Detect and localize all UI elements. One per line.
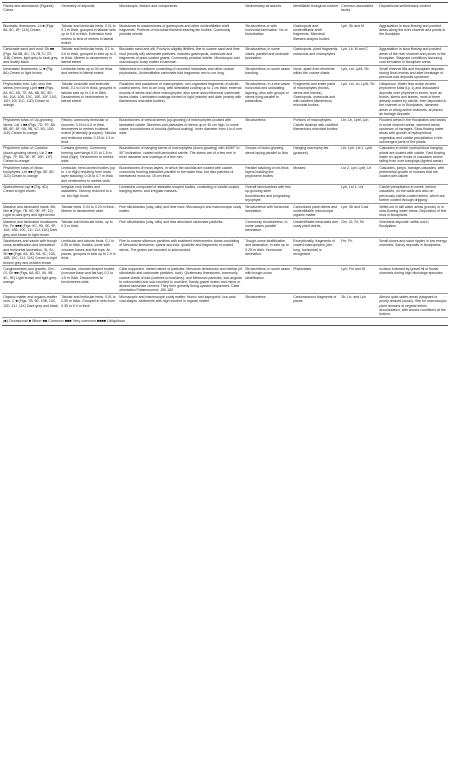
cell-structures: Structureless; in some cases banding. [244,66,292,81]
cell-structures: Structureless with horizontal lamination. [244,203,292,218]
cell-microscopic: Boundstones of vertical stems (up-growing) of macrophytes (coated with laminated calcite. Bunches and palisades of stems up to 40 cm high. In some cases, boundstones of moulds (without coating). Inner diameter from 4 to 6 mm wide. [118,117,244,145]
cell-microscopic: Microscopic and macroscopic coaly matter. Humic and sapropelic, low-rank coal stages, sediments with high content in organic matter [118,294,244,318]
cell-associated: Lph, Lst, Lb, Lphf, Sb [340,81,378,118]
cell-facies: Carbonate sand and mud. Sb ■■ (Figs. 6A 6B, 6C; 7A,7B,7C,7D; 11B) Cream, light grey to dark grey and locally black [2,46,60,65]
cell-facies: Massive and laminated marls. Mh, Mm ■ (Figs. 7B, 9D, 9E, 9F; 10) Light to dark grey and light brown [2,203,60,218]
cell-structures: Structureless. In a few cases horizontal and undulating layering, also with groups of stems lying parallel to palaeoflow. [244,81,292,118]
cell-biological: Hanging macrophy-tes (grasses) [292,145,340,164]
cell-biological: Fragments and entire parts of macrophytes (trunks, stems and leaves). Gastropods, ostracods and with calcified filamentous microbial bodies. [292,81,340,118]
cell-associated: Fm, Fh [340,238,378,266]
cell-associated: Lph, Fm and St [340,266,378,294]
cell-associated: Lbr, Lph, Lst 1, Lphf [340,145,378,164]
facies-table [2,2,448,318]
cell-facies: Sandstones and sands with trough cross-stratification and lamination and horizontal lamination. St, Sr, Sh ■■ (Figs. 6A, 6D, 9A, 9C; 10A, 10B, 10C; 11J, 11K) Cream to light brown/ grey and reddish brown [2,238,60,266]
facies-table-page [2,2,448,326]
cell-context: Small dunes and sand ripples in low energy channels. Sandy deposits in floodplains [378,238,448,266]
cell-associated: Lst 2, Lph, Lphf, Lb [340,165,378,184]
cell-context: Incision followed by gravel fill of fluvial channels during high discharge episodes [378,266,448,294]
table-row [2,23,448,47]
cell-structures: Structureless; in some cases, parallel and undulate lamination. [244,46,292,65]
cell-associated: Lph, Lb, M and C [340,46,378,65]
cell-context: Almost quiet-water areas (stagnant or poorly drained ponds). Site for macroscopic plant remains of vegetal debris accumulation, with anoxia conditions at the bottom. [379,294,447,317]
table-header-row [2,3,448,23]
cell-microscopic: Fine siliciclastics (clay, silts) and lime mud. Microscopic and macroscopic coaly matter [118,203,244,218]
table-row [2,145,448,164]
cell-associated: Lph, Sb and M [340,23,378,47]
cell-geometry: Curtains (prisms). Commonly forming overhangs 0.01 to 1.5 m thick (high). Decimetres to metres wide. [60,145,118,164]
cell-geometry: Tabular beds, 0.04 to 0.20 m thick. Metres to decametres wide. [60,203,118,218]
header-context: Depositional sedimentary context [378,3,448,23]
cell-geometry: Tabular and lenticular beds, up to 0.3 m thick. [60,219,118,238]
cell-context: Cascades in which hydrophilous hanging plants are coated with calcite. Fast-flowing water on upper fronts of cascades and/or falling from over-hangings (lighted areas) [378,145,448,164]
cell-biological [292,184,340,203]
cell-structures: Overall structureless with few up-growing stem boundstones and prograding bryophyte. [245,185,291,203]
table-row [2,117,448,145]
cell-context: Calcite precipitation in caves, behind cascades, on the walls and also on previously calcite-coated stems, which are further coated through dripping [378,184,448,203]
cell-associated: Sb, Lb, and Lph [340,294,378,318]
cell-facies: Organic-matter and organic-matter mud. C ■ (Figs. 7B; 9E; 10B, 10C, 10D, 11J, 11K) Dark grey and black [2,294,60,318]
cell-facies: Massive and laminated mudstones. Fm, Fh ■■■ (Figs. 9C, 9D, 9E, 9F, 10A, 10B, 10C, 11I, 11J, 11K) Dark grey and brown to light brown [3,219,59,237]
header-associated: Common associated facies [340,3,378,23]
cell-context: Small channel fills and floodplain deposits during flood events and after breakage of previous tufa deposits upstream [378,66,448,81]
cell-microscopic: Clast supported. Varied nature of particles: Mesozoic limestones and detrital (of siliciclastic and carbonate particles, rock). Quaternary limestones, commonly coarse clasts of tufa (cobbles to boulders), and Mesozoic particles, sub-angular to subrounded and sub-rounded to rounded. Sandy-gravel matrix and minor or absent carbonate cement. They form gravelly fining-upward sequences. Clast orientation Palaeocurrent: 150-180 [119,266,243,293]
cell-context: Settle-out in still water areas (ponds) or in slow-flowing water areas. Deposition of fine mud in floodplains [379,204,447,218]
cell-geometry: Irregular rock bodies and stalactites. Outcrop reduced to a ca. 6m high block. [60,184,118,203]
cell-microscopic: Fine siliciclastics (clay, silts) and less abundant carbonate particles. [118,219,244,238]
cell-associated: Lph, Lst, Lphf, Sb [340,66,378,81]
table-row [2,203,448,218]
table-row [2,81,448,118]
cell-structures: Structureless [244,117,292,145]
cell-context: Aggradation in slow flowing and ponded areas along the river channel and ponds in the floodplain [378,23,448,47]
cell-facies: Phytoherm tufas of: Up-growing stems. Lst 1 ■■ (Figs. 7D, 7E; 8A, 8B, 8E, 8F; 9A, 9B, 9C, 9D; 10D; 11E) Cream to orange [2,117,60,145]
table-row [2,46,448,65]
cell-geometry: Tabular and lenticular beds, 0.01 to 0.05 m thick. Grouped in sets from 0.35 to 0.4 m thick [60,294,118,318]
cell-microscopic: Boundstones of moss layers, in which the caulidia are coated with calcite, commonly forming palisades parallel to the water flow, but also patches of intertwined moss ca. 15 cm thick. [118,165,244,184]
cell-microscopic: Limestone composed of stalactite-shaped bodies, consisting of calcite-coated hanging stems, and irregular masses. [118,184,244,203]
cell-structures: Structureless, in some cases with trough-cross stratification [244,266,292,294]
cell-structures: Structureless [244,294,292,318]
cell-biological: Unidentifiable intraclasts and coaly plant debris. [292,219,340,238]
cell-biological: Gastropods, plant fragments, ostracods and charophytes [292,46,340,65]
cell-biological: Phytoclasts [292,266,340,294]
table-row [2,184,448,203]
cell-context: Cascades, jumps, barrage-cascades, with preferential growth of mosses that are coated with calcite [378,165,448,184]
cell-biological: Gastropods and unidentifiable shell fragments. Microbial filament-shaped bodies [292,23,340,47]
cell-geometry: Lenticular beds up to 30 cm thick and metres in lateral extent [60,66,118,81]
cell-associated: Lph, Lst 1, Lbr. [340,184,378,203]
cell-biological: Carbonaceous fragments of plants [292,294,340,318]
cell-facies: Phytoherm tufas of: Moss bryophytes. Lbr ■■ (Figs. 6E, 8E; 11G) Cream to orange [2,165,60,184]
cell-facies: Intraclastic limestones. Li ■ (Fig. 8A) Cream to light brown [2,66,60,81]
cell-facies: Bioclastic limestones. Lb ■ (Figs. 8A, 8C, 8F; 11A) Cream [2,23,60,47]
cell-associated: Gm, Gt, St, Sh [340,219,378,238]
header-biological: Identifiable biological content [292,3,340,23]
cell-context: Ubiquitous. Water flow action erodes phytoherm tufas (Lp 1) and associated deposits over phytoherm zones, such as trunks, stems and leaves, most of them already coated by calcite, then deposited in the channel or in floodplains, dammed areas or along active channels, at places as barrage deposits [379,81,447,116]
cell-biological: Portions of macrophytes. Calcite laminae with calcified filamentous microbial bodies. [292,117,340,145]
cell-geometry: Tabular and lenticular beds, 0.01 to 0.1 m thick, grouped in tabular sets up to 0.6 m thick. Extension from metres to tens of metres in lateral extent [60,23,118,47]
cell-microscopic: Boundstones of hanging stems of macrophytes (down-growing) with 40/50° to 90° inclination, coated with laminated calcite. The stems are of a few mm in inner diameter and coatings of a few mm. [118,145,244,164]
cell-facies: Conglomerates and gravels. Gm, Gl, Gh ■■ (Figs. 6A, 6D, 9A, 9B, 9C, 9E) Light brown and light grey-orange [2,266,60,294]
cell-geometry: Tabular, undulate and lenticular beds, 0.1 to 0.6 m thick, grouped in tabular sets up to 1.6 m thick. Decametres to hectometres in lateral extent [60,81,118,118]
header-facies: Facies and abundance (Figures) Colour [2,3,60,23]
cell-facies: Speleothems Lsp ■ (Fig. 6D) Cream to light brown [2,184,60,203]
cell-context: Overbank deposits: settle-out in floodplains. [378,219,448,238]
cell-associated: Lbr, Lb, Lphf, Lph [340,117,378,145]
cell-microscopic: Wakestone to rudstone consisting of unsorted intraclasts and other coarse phytoclasts. Unidentifiable carbonate tufa fragments mm to cm long. [118,66,244,81]
header-geometry: Geometry of deposits [60,3,118,23]
table-row [2,294,448,318]
cell-microscopic: Fine to coarse siliceous particles with scattered heterometric clasts consisting of Mesozoic limestone, quartz and tufa, quartzite and fragments of coated stems. The grains are rounded to subrounded. [118,238,244,266]
cell-biological: Carbonized plant debris and unidentifiable microscopic organic matter. [292,203,340,218]
cell-geometry: Patchy, commonly lenticular or mounds, 0.15 to 0.6 m thick, decimetres to metres in lateral extent (if laterally grouped). Tabular and lenticular strata, 0.15 to 1.3 m thick [61,118,116,144]
cell-geometry: Tabular and lenticular beds, 0.1 to 0.6 m thick, grouped in sets up to 3 m thick. Metres to decametres in lateral extent [60,46,118,65]
cell-geometry: Lenticular, channel-shaped bodies (concave base and flat top) 0.2 to 1.5 m thick. Decametres to hectometres wide. [60,266,118,294]
cell-context: Flooded areas in the floodplains and banks in some channel areas, dammed areas upstream of barrages. Slow-flowing water areas with growth of hydrophilous vegetation and calcite precipitation in the submerged parts of the plants [378,117,448,145]
cell-structures: Parallel stacking of cm-thick layers building the phytoherm bodies [244,165,292,184]
table-row [2,165,448,184]
cell-associated: Lph, Sb and Coal [340,203,378,218]
cell-structures: Commonly structureless, in some cases parallel lamination. [244,219,292,238]
cell-structures: Structureless or with horizontal lamination. No or bioturbation. [244,23,292,47]
table-row [2,219,448,238]
table-row [2,266,448,294]
cell-structures: Trough-cross stratification and lamination, in sets up to 0.25 m thick. Horizontal lamination. [244,238,292,266]
table-row [2,238,448,266]
cell-biological: None, apart from elements within the coarse clasts [292,66,340,81]
cell-structures: Groups of down-growing stems laying parallel to flow [244,145,292,164]
cell-facies: Phytoherm tufas of: Curtains (down-growing stems). Lst 2 ■■ (Figs. 7F; 8D, 9E, 9F, 10E, 11F) Cream to orange [2,145,60,164]
cell-facies: Phytoclastic tufa. Lph, very fine stems (mm long) Lphf ■■■ (Figs. 6A, 6C, 6D; 7E, 8A, 8B, 8C, 8D; 9A, 10A, 10B, 10C, 10E, 10F, 10G, 10H, 10I; 11C, 11D) Cream to orange [2,81,60,118]
header-structures: Sedimentary structures [244,3,292,23]
cell-microscopic: Rudstone and packstone of macrophytes, non-organised fragments of calcite-coated stems, mm to cm long, with laminated coating up to 1 cm thick; external moulds of stems and other macrophytes; also some autochthonous carbonate facies clasts. Laminated coatings formed of light (micrite) and dark (mainly with filamentous microbial bodies). [118,81,244,118]
cell-biological: Exceptionally, fragments of coated macrophytes (dm-long, horizontal) is recognized [292,238,340,266]
cell-microscopic: Mudstones to wackestones of gastropods and other unidentifiable shell fragments. Portions of microbial filament-bearing fan bodies. Commonly peloidal micrite. [118,23,244,47]
cell-biological: Mosses [292,165,340,184]
cell-context: Aggradation in slow flowing and ponded areas of the river channel and ponds in the floodplain. Stagnant conditions favouring coal formation in floodplain areas [378,46,448,65]
cell-geometry: Lenticular and tabular beds, 0.1 to 0.55 m thick, bodies, some with concave bases and flat tops. At places, grouped in sets up to 1.9 m thick. [60,238,118,266]
abundance-legend: (■) Occasional ■ Minor ■■ Common ■■■ Very common ■■■■ Ubiquitous [2,318,448,326]
cell-microscopic: Bioclastic sand and silt. Poorly to slightly lithified, fine to coarse sand and lime mud (mostly silt) carbonate particles; includes gastropods, ostracods and fragments of plant-coated grains. Commonly peloidal micrite. Microscopic and macroscopic coaly matter in laminae. [118,46,244,65]
table-row [2,66,448,81]
header-microscopic: Microscopic, texture and components [118,3,244,23]
cell-geometry: Lenticular, hemi-domed bodies (up to 1 m high) resulting from moss layer stacking, 0.05 to 0.7 m thick and centimetres to metres wide. [60,165,118,184]
